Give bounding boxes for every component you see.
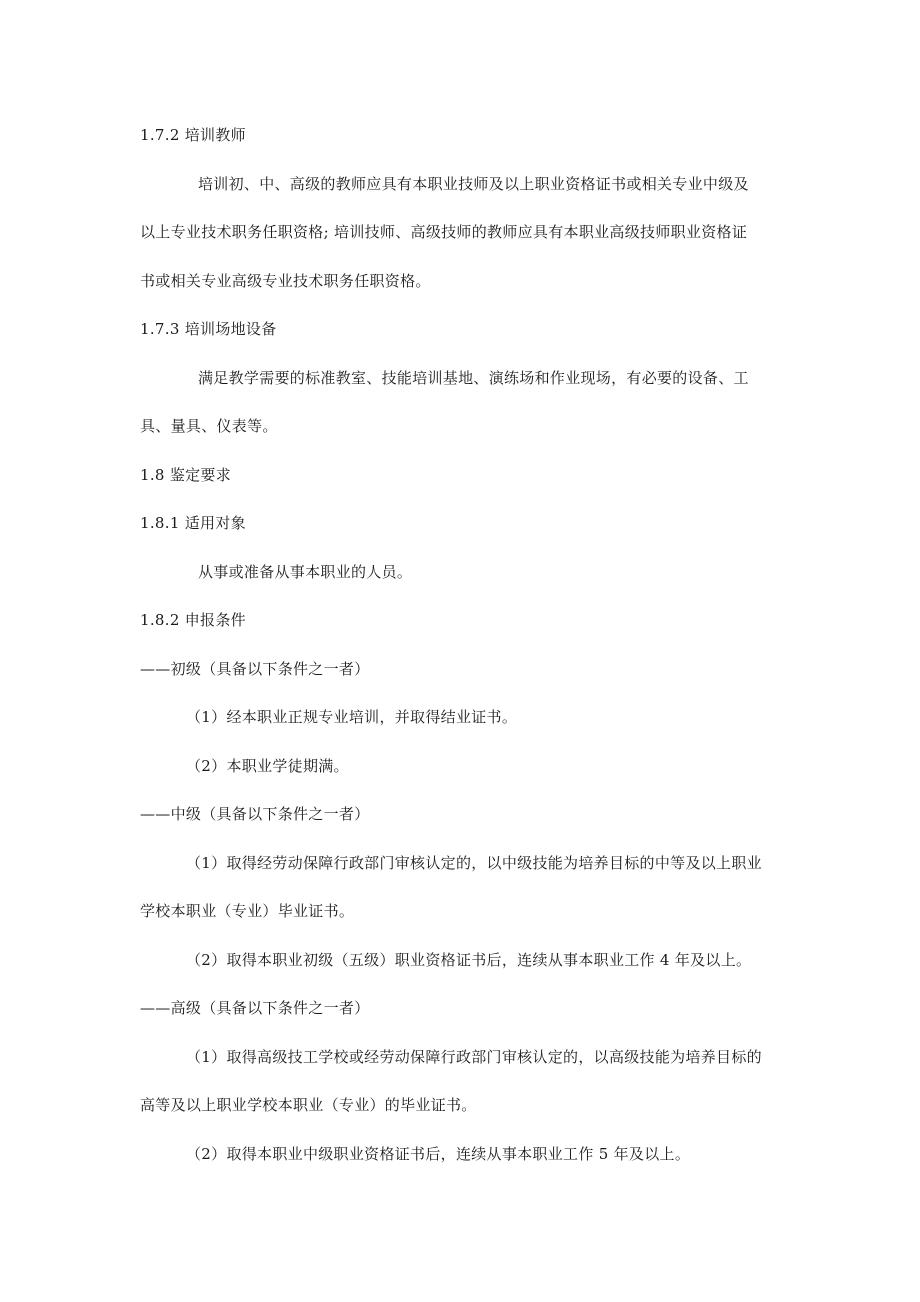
paragraph-line: 具、量具、仪表等。 <box>140 417 278 435</box>
paragraph-line: 从事或准备从事本职业的人员。 <box>198 563 413 581</box>
list-item: （2）本职业学徒期满。 <box>186 757 349 775</box>
heading-1-8-1: 1.8.1 适用对象 <box>140 514 246 532</box>
junior-level-title: ——初级（具备以下条件之一者） <box>140 660 370 678</box>
list-item: （1）取得经劳动保障行政部门审核认定的，以中级技能为培养目标的中等及以上职业 <box>186 854 762 872</box>
paragraph-line: 以上专业技术职务任职资格; 培训技师、高级技师的教师应具有本职业高级技师职业资格证 <box>140 223 748 241</box>
paragraph-line: 满足教学需要的标准教室、技能培训基地、演练场和作业现场，有必要的设备、工 <box>198 369 749 387</box>
list-item: （2）取得本职业初级（五级）职业资格证书后，连续从事本职业工作 4 年及以上。 <box>186 951 752 969</box>
senior-level-title: ——高级（具备以下条件之一者） <box>140 999 370 1017</box>
list-item: （1）取得高级技工学校或经劳动保障行政部门审核认定的，以高级技能为培养目标的 <box>186 1048 762 1066</box>
list-item-continuation: 学校本职业（专业）毕业证书。 <box>140 902 355 920</box>
paragraph-line: 培训初、中、高级的教师应具有本职业技师及以上职业资格证书或相关专业中级及 <box>198 175 749 193</box>
heading-1-7-3: 1.7.3 培训场地设备 <box>140 320 277 338</box>
heading-1-8-2: 1.8.2 申报条件 <box>140 611 246 629</box>
list-item: （2）取得本职业中级职业资格证书后，连续从事本职业工作 5 年及以上。 <box>186 1145 691 1163</box>
heading-1-8: 1.8 鉴定要求 <box>140 466 232 484</box>
list-item-continuation: 高等及以上职业学校本职业（专业）的毕业证书。 <box>140 1096 477 1114</box>
heading-1-7-2: 1.7.2 培训教师 <box>140 126 246 144</box>
list-item: （1）经本职业正规专业培训，并取得结业证书。 <box>186 708 518 726</box>
middle-level-title: ——中级（具备以下条件之一者） <box>140 805 370 823</box>
paragraph-line: 书或相关专业高级专业技术职务任职资格。 <box>140 272 431 290</box>
